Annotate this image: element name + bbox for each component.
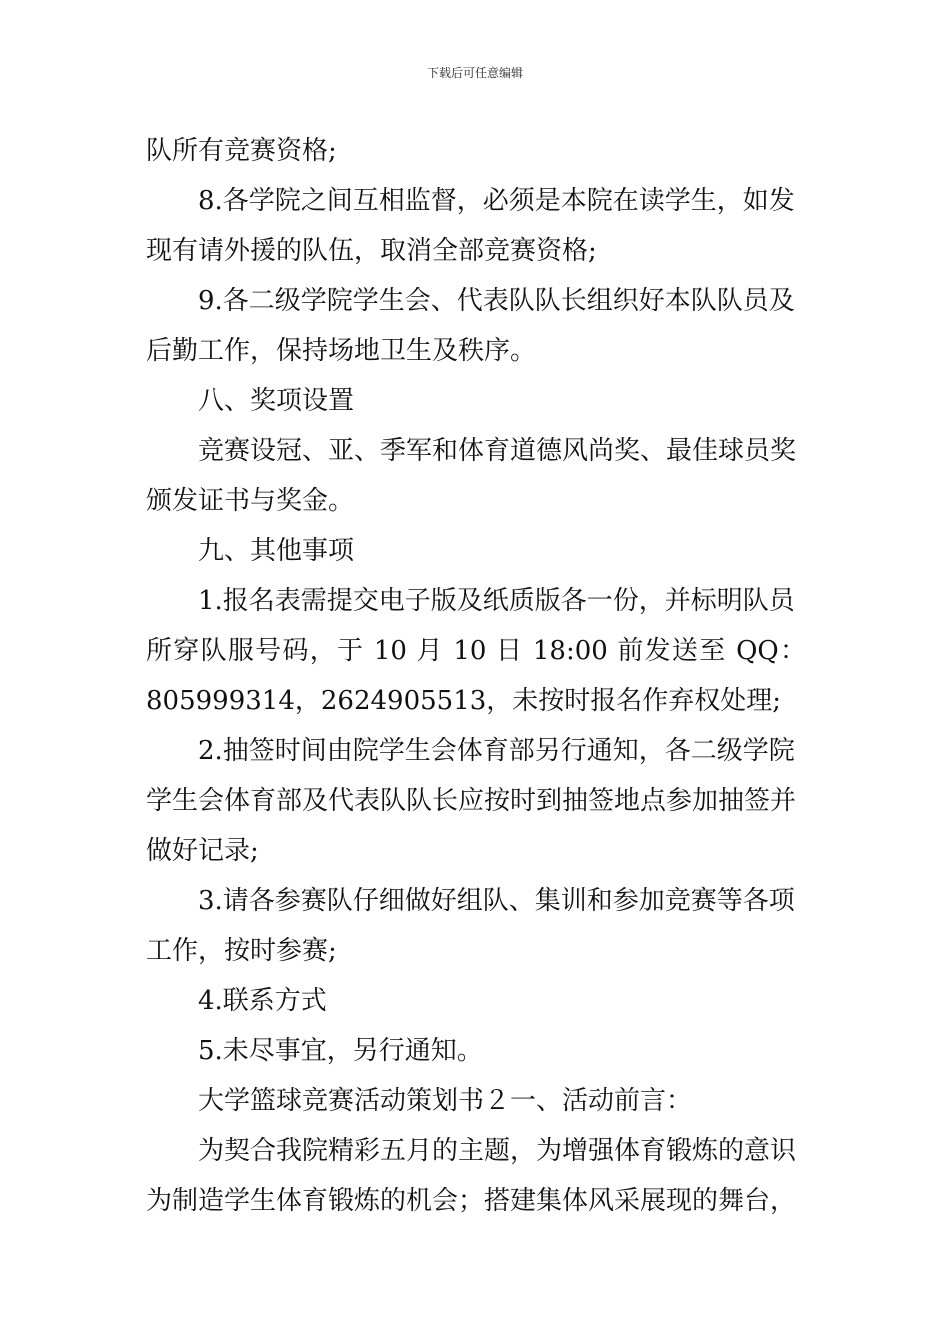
paragraph-line: 做好记录; [146, 836, 259, 866]
paragraph-line: 805999314，2624905513，未按时报名作弃权处理; [146, 686, 782, 716]
paragraph-line: 所穿队服号码，于 10 月 10 日 18:00 前发送至 QQ： [146, 636, 806, 666]
paragraph-line: 4.联系方式 [198, 986, 327, 1016]
paragraph-line: 2.抽签时间由院学生会体育部另行通知，各二级学院 [198, 736, 795, 766]
paragraph-line: 9.各二级学院学生会、代表队队长组织好本队队员及 [198, 286, 795, 316]
paragraph-line: 竞赛设冠、亚、季军和体育道德风尚奖、最佳球员奖 [198, 436, 797, 466]
paragraph-line: 大学篮球竞赛活动策划书２一、活动前言： [198, 1086, 693, 1116]
paragraph-line: 为制造学生体育锻炼的机会；搭建集体风采展现的舞台， [146, 1186, 797, 1216]
section-heading: 九、其他事项 [198, 536, 355, 566]
paragraph-line: 后勤工作，保持场地卫生及秩序。 [146, 336, 537, 366]
paragraph-line: 工作，按时参赛; [146, 936, 337, 966]
paragraph-line: 3.请各参赛队仔细做好组队、集训和参加竞赛等各项 [198, 886, 795, 916]
paragraph-line: 5.未尽事宜，另行通知。 [198, 1036, 483, 1066]
paragraph-line: 学生会体育部及代表队队长应按时到抽签地点参加抽签并 [146, 786, 797, 816]
paragraph-line: 颁发证书与奖金。 [146, 486, 355, 516]
paragraph-line: 现有请外援的队伍，取消全部竞赛资格; [146, 236, 597, 266]
paragraph-line: 1.报名表需提交电子版及纸质版各一份，并标明队员 [198, 586, 795, 616]
paragraph-line: 8.各学院之间互相监督，必须是本院在读学生，如发 [198, 186, 795, 216]
paragraph-line: 为契合我院精彩五月的主题，为增强体育锻炼的意识 [198, 1136, 797, 1166]
section-heading: 八、奖项设置 [198, 386, 355, 416]
paragraph-line: 队所有竞赛资格; [146, 136, 337, 166]
document-body [146, 126, 806, 1226]
page-header-note: 下载后可任意编辑 [426, 66, 523, 80]
